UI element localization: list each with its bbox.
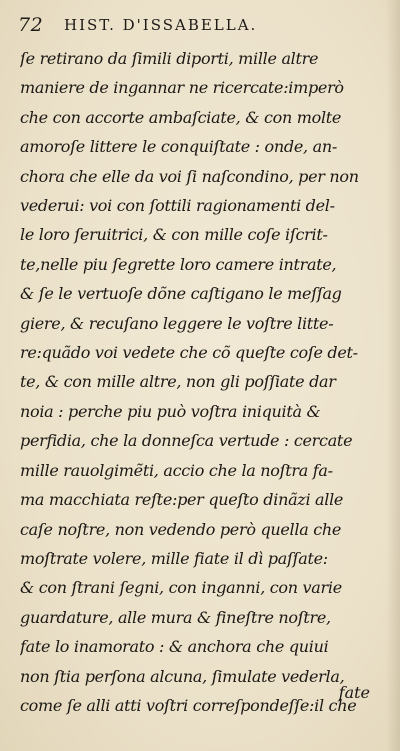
text-line: ſe retirano da ſimili diporti, mille altre [20,49,319,68]
page-number: 72 [18,14,44,36]
text-line: perfidia, che la donneſca vertude : cercate [20,431,353,451]
text-line: & con ſtrani ſegni, con inganni, con varie [20,578,342,598]
text-line: come ſe alli atti voſtri correſpondeſſe:il che [20,695,357,715]
text-line: chora che elle da voi ſi naſcondino, per non [20,166,359,186]
catchword: fate [338,683,370,702]
page-gutter-shadow [386,0,400,751]
body-text [20,44,376,720]
text-line: che con accorte ambaſciate, & con molte [20,107,342,127]
page-header [18,14,378,40]
text-line: te, & con mille altre, non gli poſſiate dar [20,372,336,392]
text-line: guardature, alle mura & fineſtre noſtre, [20,607,331,627]
text-line: vederui: voi con ſottili ragionamenti del- [20,196,335,216]
text-line: non ſtia perſona alcuna, ſimulate vederla, [20,666,345,686]
text-line: amoroſe littere le conquiſtate : onde, an- [20,137,337,157]
text-line: ma macchiata reſte:per queſto dinãzi alle [20,490,344,510]
text-line: maniere de ingannar ne ricercate:imperò [20,78,344,98]
text-line: re:quãdo voi vedete che cõ queſte coſe det- [20,343,358,363]
text-line: le loro ſeruitrici, & con mille coſe iſcrit- [20,225,328,245]
running-head: HIST. D'ISSABELLA. [64,16,258,34]
text-line: noia : perche piu può voſtra iniquità & [20,401,321,421]
text-line: fate lo inamorato : & anchora che quiui [20,637,329,657]
text-line: & ſe le vertuoſe dõne caſtigano le meſſag [20,284,342,304]
text-line: mille rauolgimẽti, accio che la noſtra fa- [20,460,333,480]
text-line: te,nelle piu ſegrette loro camere intrate, [20,254,337,274]
text-line: giere, & recuſano leggere le voſtre litte- [20,313,334,333]
text-line: caſe noſtre, non vedendo però quella che [20,519,342,539]
text-line: moſtrate volere, mille fiate il dì paſſate: [20,548,328,568]
